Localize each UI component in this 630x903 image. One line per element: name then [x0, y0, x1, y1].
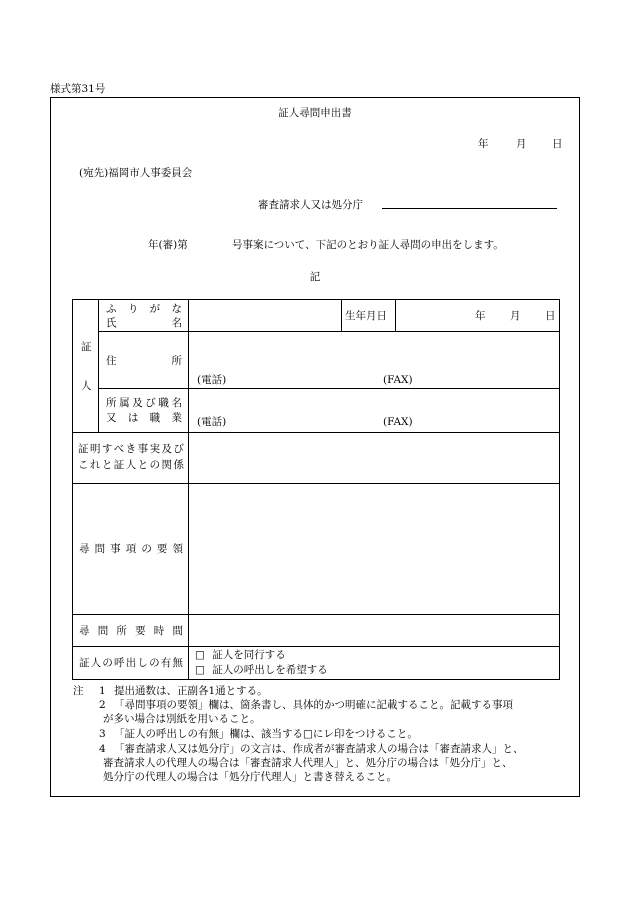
address-label: 住 所: [106, 355, 182, 367]
rule-witness-col: [98, 300, 99, 432]
witness-table: [72, 299, 560, 680]
note-2-text-1: 「尋問事項の要領」欄は、箇条書し、具体的かつ明確に記載すること。記載する事項: [114, 699, 513, 711]
address-fax-label: (FAX): [383, 374, 413, 386]
rule-label-col: [188, 300, 189, 680]
checkbox-accompany[interactable]: □: [195, 649, 205, 661]
option-accompany[interactable]: [195, 650, 286, 661]
note-2-text-2: が多い場合は別紙を用いること。: [103, 713, 261, 725]
birth-day-unit[interactable]: 日: [545, 310, 556, 322]
note-3-number: 3: [99, 728, 106, 740]
date-day[interactable]: 日: [552, 138, 563, 150]
rule-birth-right: [395, 300, 396, 331]
witness-char-2: 人: [81, 380, 92, 392]
note-4-text-3: 処分庁の代理人の場合は「処分庁代理人」と書き替えること。: [103, 771, 397, 783]
note-4-number: 4: [99, 743, 106, 755]
affiliation-fax-label: (FAX): [383, 416, 413, 428]
rule-address-bottom: [98, 388, 560, 389]
note-1-number: 1: [99, 685, 106, 697]
case-year-prefix: 年(審)第: [148, 239, 188, 251]
note-4-text-1: 「審査請求人又は処分庁」の文言は、作成者が審査請求人の場合は「審査請求人」と、: [114, 743, 524, 755]
rule-facts-bottom: [73, 483, 560, 484]
birth-year-unit[interactable]: 年: [475, 310, 486, 322]
summon-label: 証人の呼出しの有無: [79, 657, 183, 669]
form-title: 証人尋問申出書: [278, 107, 352, 119]
facts-label-2: これと証人との関係: [78, 459, 184, 471]
applicant-label: 審査請求人又は処分庁: [258, 199, 363, 211]
facts-label-1: 証明すべき事実及び: [78, 443, 184, 455]
rule-outline-bottom: [73, 614, 560, 615]
witness-char-1: 証: [81, 341, 92, 353]
option-summon-label: 証人の呼出しを希望する: [212, 664, 328, 676]
date-month[interactable]: 月: [516, 138, 527, 150]
date-year[interactable]: 年: [478, 138, 489, 150]
affiliation-tel-label: (電話): [197, 416, 227, 428]
time-label: 尋 問 所 要 時 間: [79, 625, 183, 637]
option-accompany-label: 証人を同行する: [212, 649, 286, 661]
birth-date-label: 生年月日: [345, 310, 387, 322]
ki-heading: 記: [309, 271, 321, 283]
note-3-text: 「証人の呼出しの有無」欄は、該当する□にレ印をつけること。: [114, 728, 418, 740]
birth-month-unit[interactable]: 月: [510, 310, 521, 322]
furigana-label: ふ り が な: [106, 303, 182, 315]
applicant-signature-line[interactable]: [382, 208, 557, 209]
note-4-text-2: 審査請求人の代理人の場合は「審査請求人代理人」と、処分庁の場合は「処分庁」と、: [103, 757, 513, 769]
address-tel-label: (電話): [197, 374, 227, 386]
affiliation-label-1: 所属及び職名: [106, 397, 182, 409]
rule-name-bottom: [98, 331, 560, 332]
addressee: (宛先)福岡市人事委員会: [79, 167, 193, 179]
rule-witness-bottom: [73, 432, 560, 433]
notes-prefix: 注: [73, 685, 84, 697]
checkbox-summon[interactable]: □: [195, 664, 205, 676]
form-number: 様式第31号: [50, 83, 106, 95]
rule-time-bottom: [73, 646, 560, 647]
note-2-number: 2: [99, 699, 106, 711]
affiliation-label-2: 又 は 職 業: [106, 412, 182, 424]
request-body-text: 号事案について、下記のとおり証人尋問の申出をします。: [232, 239, 504, 251]
name-label: 氏 名: [106, 317, 182, 329]
option-summon[interactable]: [195, 665, 328, 676]
rule-birth-left: [341, 300, 342, 331]
note-1-text: 提出通数は、正副各1通とする。: [114, 685, 268, 697]
outline-label: 尋 問 事 項 の 要 領: [79, 543, 183, 555]
